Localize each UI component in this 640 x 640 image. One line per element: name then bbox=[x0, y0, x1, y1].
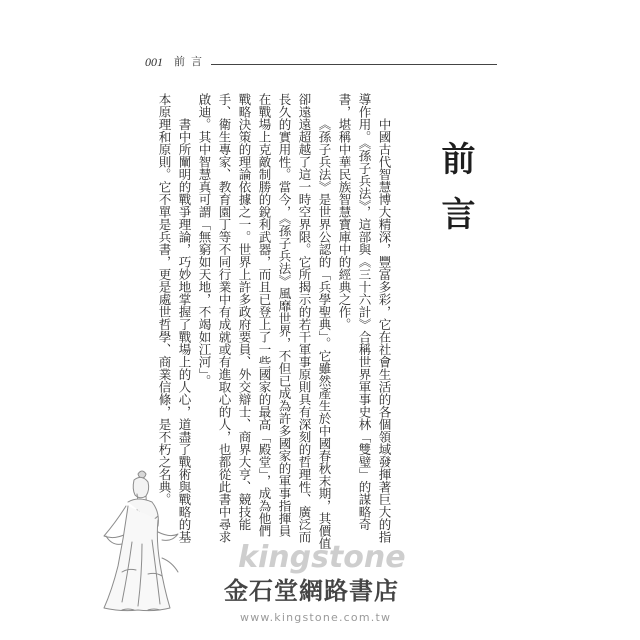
header-rule bbox=[211, 64, 497, 65]
text-column: 導作用。《孫子兵法》，這部與《三十六計》合稱世界軍事史林「雙璧」的謀略奇 bbox=[357, 93, 372, 531]
text-column: 書中所闡明的戰爭理論，巧妙地掌握了戰場上的人心，道盡了戰術與戰略的基 bbox=[177, 118, 192, 543]
watermark-store-name: 金石堂網路書店 bbox=[224, 576, 399, 605]
chapter-title: 前言 bbox=[435, 141, 475, 251]
page-number: 001 bbox=[145, 55, 163, 69]
text-column: 啟迪。其中智慧真可謂「無窮如天地，不竭如江河」。 bbox=[197, 93, 212, 387]
text-column: 戰略決策的理論依據之一。世界上許多政府要員、外交辯士、商界大亨、競技能 bbox=[237, 93, 252, 531]
text-column: 《孫子兵法》是世界公認的「兵學聖典」。它雖然產生於中國春秋末期，其價值 bbox=[317, 118, 332, 550]
text-column: 中國古代智慧博大精深，豐富多彩，它在社會生活的各個領域發揮著巨大的指 bbox=[377, 118, 392, 543]
paragraph bbox=[334, 93, 394, 563]
watermark-url: www.kingstone.com.tw bbox=[240, 611, 392, 624]
text-column: 長久的實用性。當今，《孫子兵法》風靡世界，不但已成為許多國家的軍事指揮員 bbox=[277, 93, 292, 537]
text-column: 手、衛生專家、教育園丁等不同行業中有成就或有進取心的人，也都從此書中尋求 bbox=[217, 93, 232, 543]
text-column: 在戰場上克敵制勝的銳利武器，而且已登上了一些國家的最高「殿堂」，成為他們 bbox=[257, 93, 272, 537]
scholar-figure-icon bbox=[92, 462, 192, 617]
watermark-logo: kingstone bbox=[238, 540, 406, 575]
text-column: 書，堪稱中華民族智慧寶庫中的經典之作。 bbox=[337, 93, 352, 331]
header-section-title: 前言 bbox=[174, 55, 208, 68]
text-column: 卻遠遠超越了這一時空界限。它所揭示的若干軍事原則具有深刻的哲理性、廣泛而 bbox=[297, 93, 312, 543]
text-column: 本原理和原則。它不單是兵書，更是處世哲學、商業信條，是不朽之名典。 bbox=[157, 93, 172, 506]
paragraph bbox=[194, 93, 334, 563]
